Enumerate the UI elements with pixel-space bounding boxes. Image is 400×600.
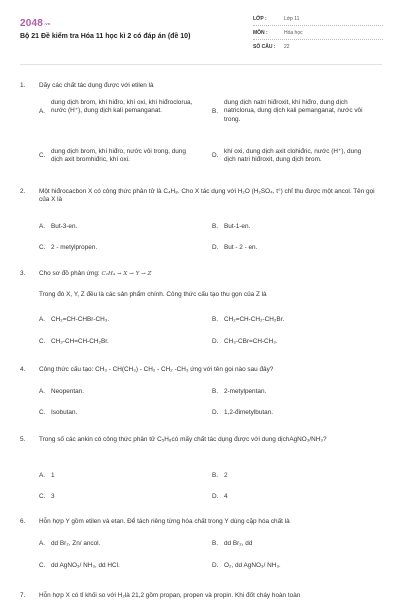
option-letter: B. [212, 540, 219, 547]
option-text: Neopentan. [51, 388, 85, 395]
question-6 [20, 518, 382, 574]
option-letter: B. [212, 108, 219, 115]
option-text: CH₃-CBr=CH-CH₃. [224, 338, 278, 345]
meta-count-value: 22 [284, 44, 290, 50]
question-number: 7. [20, 592, 26, 599]
option-text: dung dịch brom, khí hiđro, khí oxi, khí hiđroclorua, nước (H⁺), dung dịch kali pemanganat. [51, 99, 193, 115]
option-text: 1,2-đimetylbutan. [224, 409, 274, 416]
option-letter: B. [212, 316, 219, 323]
question-5 [20, 436, 382, 502]
question-text: Trong số các ankin có công thức phân tử C₅H₈có mấy chất tác dụng được với dung dịchAgNO₃/NH₃? [39, 436, 327, 443]
option-letter: D. [212, 562, 219, 569]
logo-suffix: .vn [44, 21, 51, 26]
option-letter: B. [212, 388, 219, 395]
option-text: dd AgNO₃/ NH₃, dd HCl. [51, 562, 120, 569]
option-text: But-1-en. [224, 223, 251, 230]
option-text: 3 [51, 493, 55, 500]
option-letter: C. [39, 338, 46, 345]
option-letter: A. [39, 388, 46, 395]
document-title: Bộ 21 Đề kiểm tra Hóa 11 học kì 2 có đáp án (đề 10) [20, 33, 191, 40]
meta-class-value: Lớp 11 [284, 16, 300, 22]
option-text: 4 [224, 493, 228, 500]
question-text: Dãy các chất tác dụng được với etilen là [39, 82, 154, 89]
question-2 [20, 188, 382, 250]
question-text: Hỗn hợp X có tỉ khối so với H₂là 21,2 gồm propan, propen và propin. Khi đốt cháy hoàn toàn [39, 592, 301, 599]
option-letter: D. [212, 493, 219, 500]
question-number: 5. [20, 436, 26, 443]
site-logo[interactable] [20, 17, 50, 30]
option-letter: D. [212, 244, 219, 251]
question-text [39, 270, 379, 278]
question-number: 2. [20, 188, 26, 195]
option-letter: B. [212, 223, 219, 230]
meta-class [253, 16, 383, 23]
question-text: Công thức cấu tạo: CH₃ - CH(CH₃) - CH₂ - CH₂ -CH₃ ứng với tên gọi nào sau đây? [39, 366, 274, 373]
option-text: dung dịch natri hiđroxit, khí hiđro, dung dịch natriclorua, dung dịch kali pemanganat, nước vôi trong. [224, 99, 363, 123]
option-text: khí oxi, dung dịch axit clohiđric, nước (H⁺), dung dịch natri hiđroxit, dung dịch brom. [224, 148, 362, 164]
question-number: 3. [20, 270, 26, 277]
meta-count-key: SỐ CÂU : [253, 44, 276, 50]
question-3 [20, 270, 382, 350]
option-letter: A. [39, 223, 46, 230]
option-text: Isobutan. [51, 409, 78, 416]
meta-divider [253, 39, 383, 40]
option-letter: A. [39, 108, 46, 115]
option-text: But - 2 - en. [224, 244, 258, 251]
option-text: CH₂=CH-CH₂-CH₂Br. [224, 316, 285, 323]
option-text: But-3-en. [51, 223, 78, 230]
option-letter: D. [212, 338, 219, 345]
option-text: O₂, dd AgNO₃/ NH₃. [224, 562, 281, 569]
option-letter: B. [212, 472, 219, 479]
question-stem: Cho sơ đồ phản ứng: [39, 270, 100, 277]
option-letter: D. [212, 409, 219, 416]
question-7 [20, 592, 382, 600]
option-letter: C. [39, 409, 46, 416]
header-divider [20, 64, 382, 65]
reaction-scheme: C₂H₄ → X → Y → Z [101, 271, 152, 277]
option-letter: A. [39, 540, 46, 547]
meta-class-key: LỚP : [253, 16, 267, 22]
option-text: 2 [224, 472, 228, 479]
logo-text: 2048 [20, 18, 44, 29]
option-letter: C. [39, 493, 46, 500]
meta-subject-value: Hóa học [284, 30, 303, 36]
option-text: CH₃-CH=CH-CH₂Br. [51, 338, 109, 345]
question-text: Một hiđrocacbon X có công thức phân tử là C₄H₈. Cho X tác dụng với H₂O (H₂SO₄, t°) chỉ thu được một ancol. Tên gọi của X là [39, 188, 375, 204]
option-letter: C. [39, 562, 46, 569]
option-letter: C. [39, 244, 46, 251]
meta-subject-key: MÔN : [253, 30, 268, 36]
option-text: dd Br₂, dd [224, 540, 253, 547]
meta-subject [253, 30, 383, 37]
page-header [0, 0, 400, 72]
option-letter: A. [39, 316, 46, 323]
option-letter: A. [39, 472, 46, 479]
option-text: dd Br₂, Zn/ ancol. [51, 540, 101, 547]
option-letter: D. [212, 152, 219, 159]
question-number: 1. [20, 82, 26, 89]
meta-divider [253, 25, 383, 26]
option-text: CH₂=CH-CHBr-CH₃. [51, 316, 110, 323]
question-subtext: Trong đó X, Y, Z đều là các sản phẩm chính. Công thức cấu tạo thu gọn của Z là [39, 291, 267, 298]
option-letter: C. [39, 152, 46, 159]
question-number: 4. [20, 366, 26, 373]
option-text: dung dịch brom, khí hiđro, nước vôi trong, dung dịch axit bromhiđric, khí oxi. [51, 148, 186, 164]
question-number: 6. [20, 518, 26, 525]
question-text: Hỗn hợp Y gồm etilen và etan. Để tách riêng từng hóa chất trong Y dùng cặp hóa chất là [39, 518, 290, 525]
meta-count [253, 44, 383, 51]
option-text: 1 [51, 472, 55, 479]
question-1 [20, 82, 382, 142]
option-text: 2 - metylpropen. [51, 244, 98, 251]
question-4 [20, 366, 382, 416]
option-text: 2-metylpentan. [224, 388, 267, 395]
question-1-cont [20, 148, 382, 172]
